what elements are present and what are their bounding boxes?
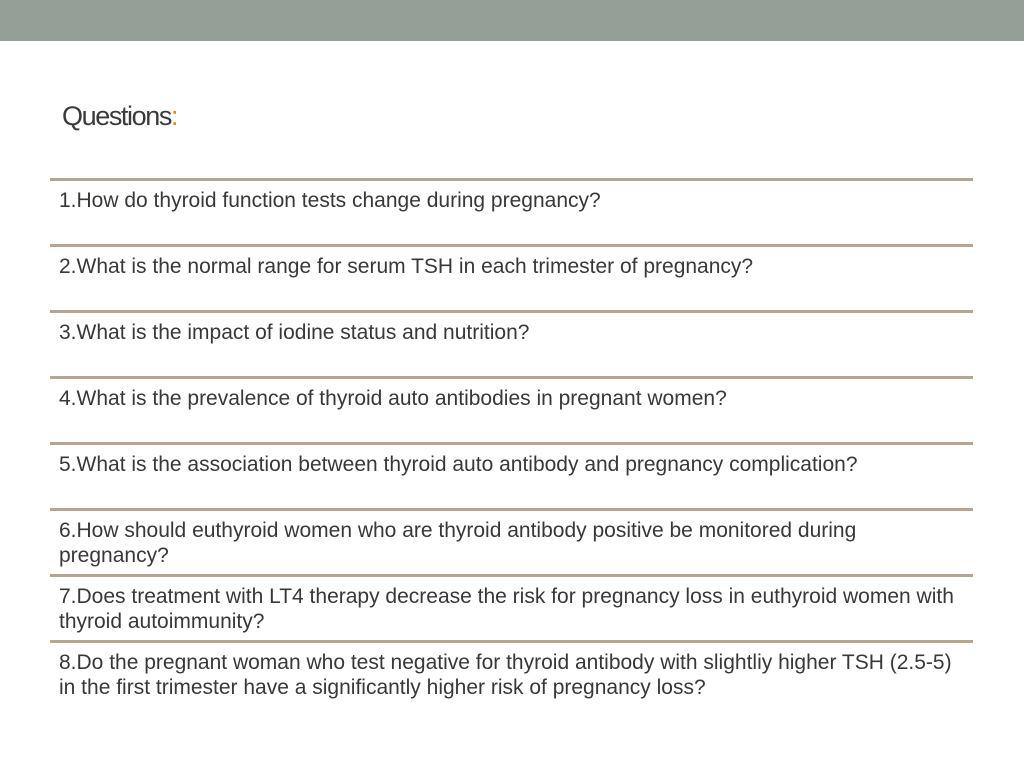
question-row <box>50 244 973 310</box>
question-row <box>50 640 973 706</box>
question-text: 6.How should euthyroid women who are thyroid antibody positive be monitored during pregnancy? <box>59 519 857 567</box>
page-title <box>62 98 177 134</box>
question-text: 4.What is the prevalence of thyroid auto antibodies in pregnant women? <box>59 387 727 410</box>
question-row <box>50 178 973 244</box>
question-text: 1.How do thyroid function tests change during pregnancy? <box>59 189 601 212</box>
question-text: 8.Do the pregnant woman who test negative for thyroid antibody with slightliy higher TSH (2.5-5) in the first trimester have a significantly higher risk of pregnancy loss? <box>59 651 952 699</box>
question-row <box>50 310 973 376</box>
question-row <box>50 508 973 574</box>
question-text: 5.What is the association between thyroid auto antibody and pregnancy complication? <box>59 453 858 476</box>
title-text: Questions <box>62 101 171 131</box>
question-text: 3.What is the impact of iodine status and nutrition? <box>59 321 530 344</box>
question-row <box>50 442 973 508</box>
top-banner <box>0 0 1024 41</box>
question-row <box>50 376 973 442</box>
question-text: 7.Does treatment with LT4 therapy decrease the risk for pregnancy loss in euthyroid women with thyroid autoimmunity? <box>59 585 954 633</box>
question-row <box>50 574 973 640</box>
question-text: 2.What is the normal range for serum TSH in each trimester of pregnancy? <box>59 255 754 278</box>
title-colon: : <box>170 101 178 131</box>
questions-table <box>50 178 973 706</box>
